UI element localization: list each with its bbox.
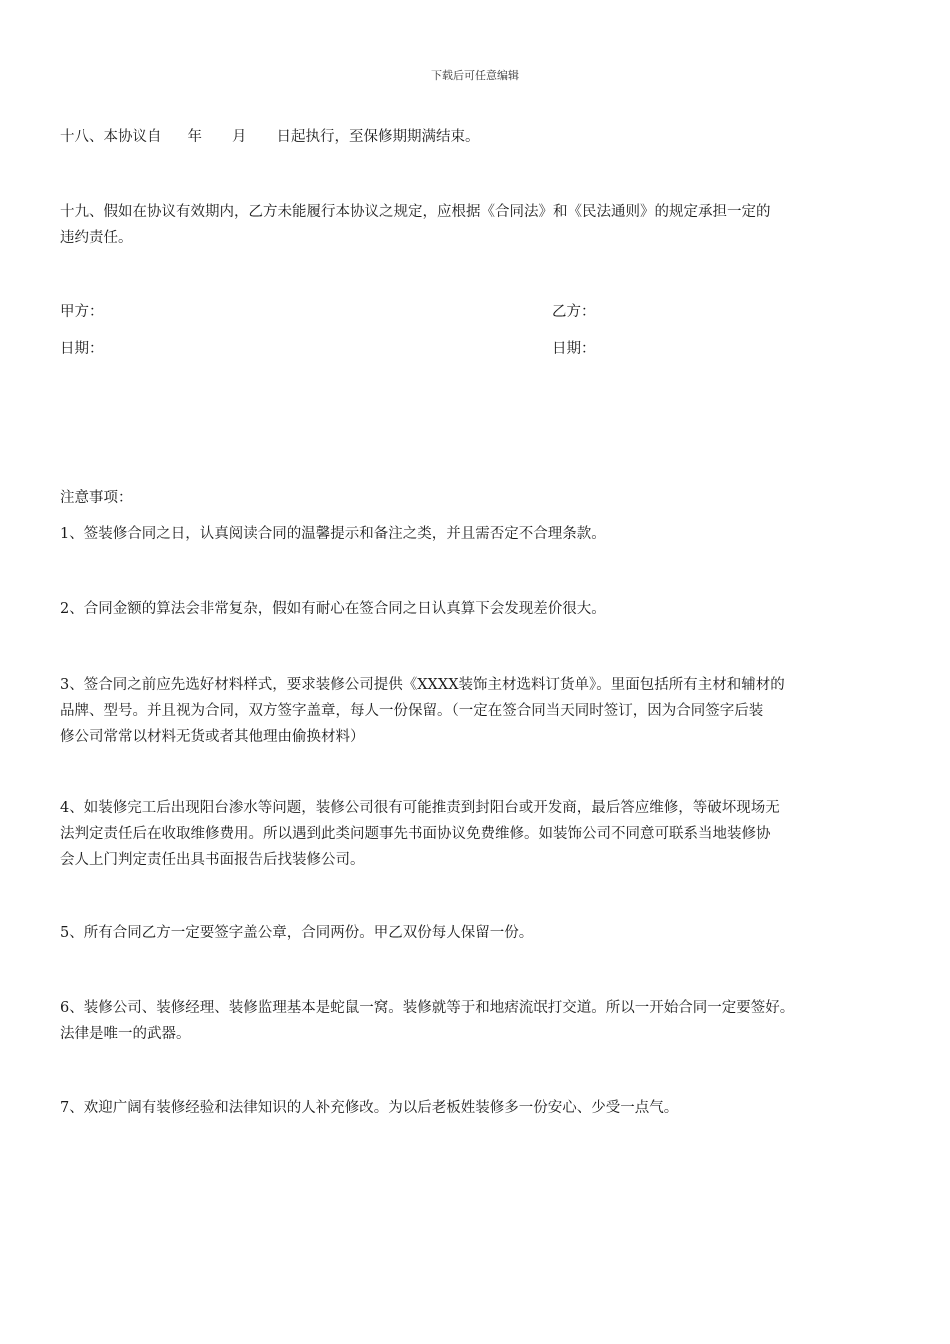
note-item-6-line-1: 6、装修公司、装修经理、装修监理基本是蛇鼠一窝。装修就等于和地痞流氓打交道。所以一开始合同一定要签好。: [60, 1000, 795, 1016]
note-item-6: [60, 995, 900, 1047]
page-header: 下载后可任意编辑: [431, 69, 519, 82]
clause-18-year: 年: [187, 129, 202, 145]
note-item-4-line-3: 会人上门判定责任出具书面报告后找装修公司。: [60, 852, 365, 868]
note-item-3-line-2: 品牌、型号。并且视为合同，双方签字盖章，每人一份保留。（一定在签合同当天同时签订，因为合同签字后装: [60, 703, 764, 719]
note-item-3-line-3: 修公司常常以材料无货或者其他理由偷换材料）: [60, 729, 365, 745]
note-item-6-line-2: 法律是唯一的武器。: [60, 1026, 191, 1042]
note-item-4: [60, 795, 900, 873]
note-item-4-line-1: 4、如装修完工后出现阳台渗水等问题，装修公司很有可能推责到封阳台或开发商，最后答应维修，等破坏现场无: [60, 800, 780, 816]
note-item-3: [60, 672, 900, 750]
note-item-1: 1、签装修合同之日，认真阅读合同的温馨提示和备注之类，并且需否定不合理条款。: [60, 526, 606, 542]
clause-19-line-2: 违约责任。: [60, 230, 133, 246]
note-item-5: 5、所有合同乙方一定要签字盖公章，合同两份。甲乙双份每人保留一份。: [60, 925, 534, 941]
signature-date-a: 日期：: [60, 341, 104, 357]
clause-19: [60, 199, 900, 251]
note-item-2: 2、合同金额的算法会非常复杂，假如有耐心在签合同之日认真算下会发现差价很大。: [60, 601, 606, 617]
signature-party-b: 乙方：: [552, 304, 596, 320]
clause-19-line-1: 十九、假如在协议有效期内，乙方未能履行本协议之规定，应根据《合同法》和《民法通则》的规定承担一定的: [60, 204, 771, 220]
signature-party-a: 甲方：: [60, 304, 104, 320]
note-item-3-line-1: 3、签合同之前应先选好材料样式，要求装修公司提供《XXXX装饰主材选料订货单》。里面包括所有主材和辅材的: [60, 677, 785, 693]
note-item-4-line-2: 法判定责任后在收取维修费用。所以遇到此类问题事先书面协议免费维修。如装饰公司不同意可联系当地装修协: [60, 826, 771, 842]
notes-title: 注意事项：: [60, 490, 133, 506]
clause-18: [60, 125, 900, 150]
clause-18-prefix: 十八、本协议自: [60, 129, 162, 145]
signature-date-b: 日期：: [552, 341, 596, 357]
clause-18-suffix: 日起执行，至保修期期满结束。: [276, 129, 480, 145]
note-item-7: 7、欢迎广阔有装修经验和法律知识的人补充修改。为以后老板姓装修多一份安心、少受一点气。: [60, 1100, 679, 1116]
clause-18-month: 月: [232, 129, 247, 145]
